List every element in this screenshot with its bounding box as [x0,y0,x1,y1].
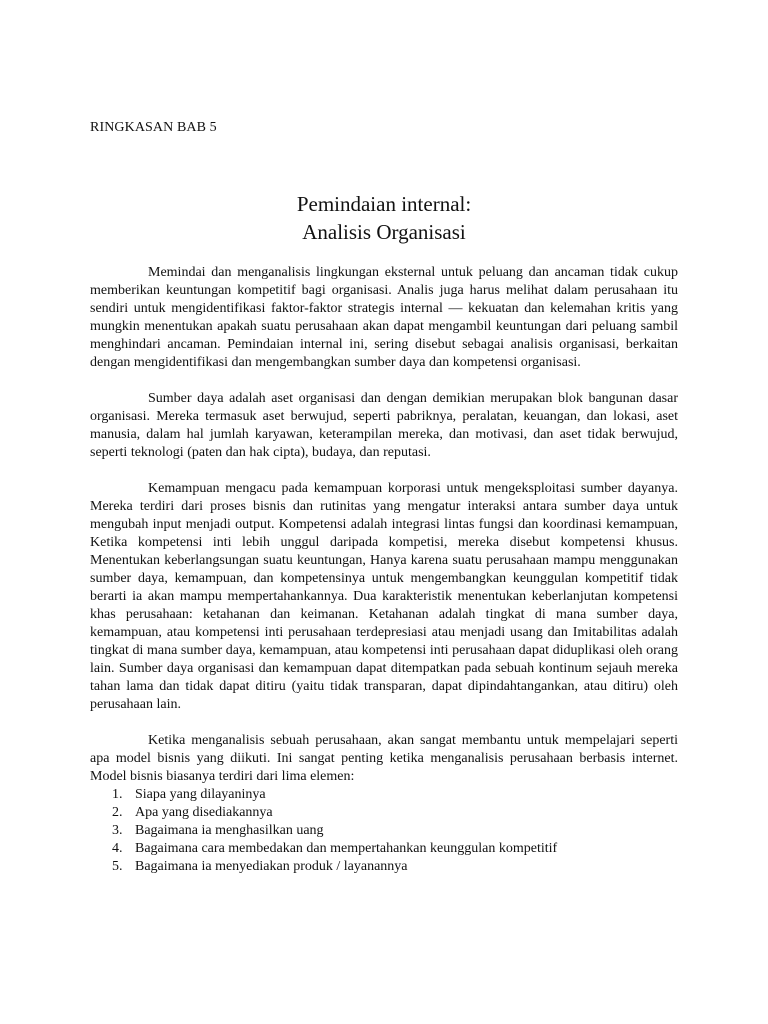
list-item [90,858,678,876]
paragraph-1: Memindai dan menganalisis lingkungan eksternal untuk peluang dan ancaman tidak cukup memberikan keuntungan kompetitif bagi organisasi. Analis juga harus melihat dalam perusahaan itu sendiri untuk mengidentifikasi faktor-faktor strategis internal — kekuatan dan kelemahan kritis yang mungkin menentukan apakah suatu perusahaan akan dapat mengambil keuntungan dari peluang sambil menghindari ancaman. Pemindaian internal ini, sering disebut sebagai analisis organisasi, berkaitan dengan mengidentifikasi dan mengembangkan sumber daya dan kompetensi organisasi. [90,265,678,370]
paragraph-2: Sumber daya adalah aset organisasi dan dengan demikian merupakan blok bangunan dasar organisasi. Mereka termasuk aset berwujud, seperti pabriknya, peralatan, keuangan, dan lokasi, aset manusia, dalam hal jumlah karyawan, keterampilan mereka, dan motivasi, dan aset tidak berwujud, seperti teknologi (paten dan hak cipta), budaya, dan reputasi. [90,391,678,460]
list-item-number: 2. [112,805,123,820]
document-title [90,190,678,246]
list-item-number: 3. [112,823,123,838]
list-item-number: 5. [112,859,123,874]
body-text [90,264,678,876]
list-item [90,840,678,858]
list-item [90,822,678,840]
list-item-number: 4. [112,841,123,856]
title-line-1: Pemindaian internal: [296,192,472,216]
list-item-text: Siapa yang dilayaninya [135,787,266,802]
list-item-text: Bagaimana ia menyediakan produk / layanannya [135,859,408,874]
list-item [90,786,678,804]
list-item [90,804,678,822]
title-line-2: Analisis Organisasi [302,220,466,244]
document-page [90,0,678,1024]
list-item-number: 1. [112,787,123,802]
list-item-text: Apa yang disediakannya [135,805,273,820]
list-item-text: Bagaimana cara membedakan dan mempertahankan keunggulan kompetitif [135,841,558,856]
list-item-text: Bagaimana ia menghasilkan uang [135,823,324,838]
paragraph-4: Ketika menganalisis sebuah perusahaan, akan sangat membantu untuk mempelajari seperti apa model bisnis yang diikuti. Ini sangat penting ketika menganalisis perusahaan berbasis internet. Model bisnis biasanya terdiri dari lima elemen: [90,733,678,784]
section-label: RINGKASAN BAB 5 [90,120,217,135]
business-model-list [90,786,678,876]
paragraph-3: Kemampuan mengacu pada kemampuan korporasi untuk mengeksploitasi sumber dayanya. Mereka terdiri dari proses bisnis dan rutinitas yang mengatur interaksi antara sumber daya untuk mengubah input menjadi output. Kompetensi adalah integrasi lintas fungsi dan koordinasi kemampuan, Ketika kompetensi inti lebih unggul daripada kompetisi, mereka disebut kompetensi khusus. Menentukan keberlangsungan suatu keuntungan, Hanya karena suatu perusahaan mampu menggunakan sumber daya, kemampuan, dan kompetensinya untuk mengembangkan keunggulan kompetitif tidak berarti ia akan mampu mempertahankannya. Dua karakteristik menentukan keberlanjutan kompetensi khas perusahaan: ketahanan dan keimanan. Ketahanan adalah tingkat di mana sumber daya, kemampuan, atau kompetensi inti perusahaan terdepresiasi atau menjadi usang dan Imitabilitas adalah tingkat di mana sumber daya, kemampuan, atau kompetensi inti perusahaan dapat diduplikasi oleh orang lain. Sumber daya organisasi dan kemampuan dapat ditempatkan pada sebuah kontinum sejauh mereka tahan lama dan tidak dapat ditiru (yaitu tidak transparan, dapat dipindahtangankan, atau ditiru) oleh perusahaan lain. [90,481,678,712]
